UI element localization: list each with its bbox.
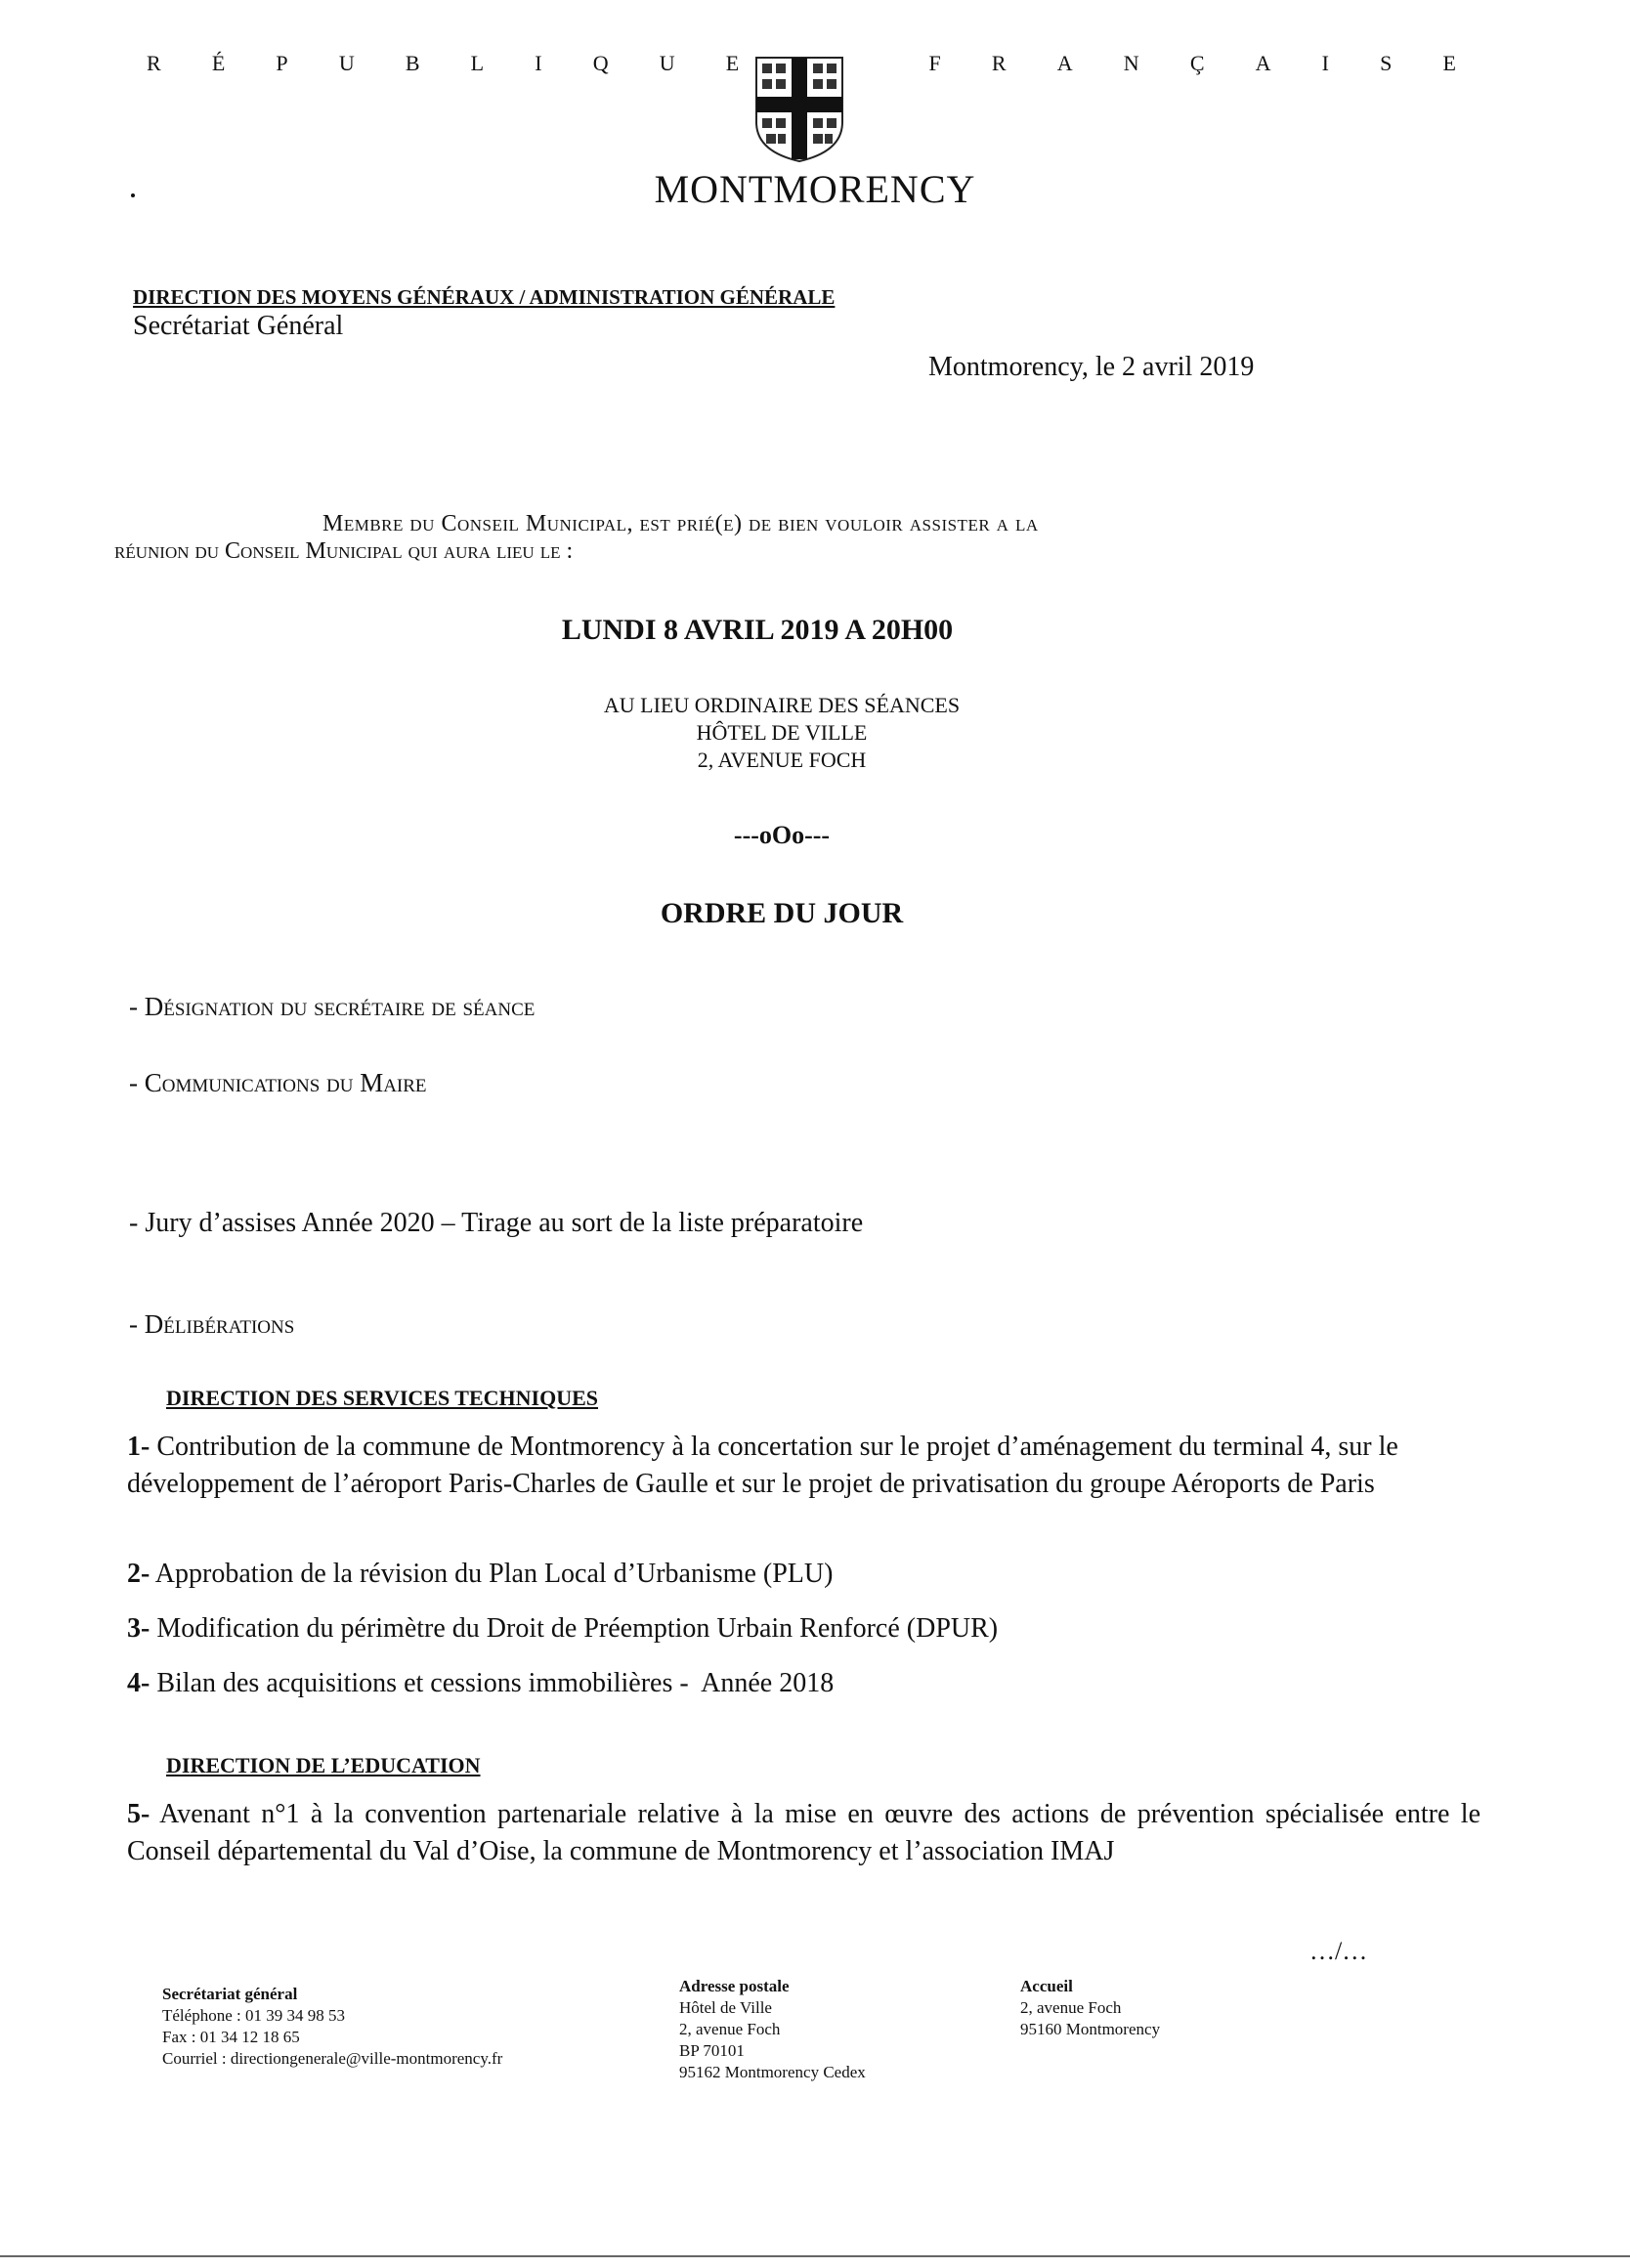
header-letter: I [535, 51, 542, 75]
agenda-item [127, 1796, 1480, 1870]
place-line: HÔTEL DE VILLE [696, 720, 868, 745]
item-number: 4- [127, 1668, 150, 1698]
item-text: Approbation de la révision du Plan Local d’Urbanisme (PLU) [154, 1559, 834, 1589]
header-letter: I [1321, 51, 1329, 75]
service-name: Secrétariat Général [133, 311, 344, 341]
item-text: Bilan des acquisitions et cessions immobilières - Année 2018 [156, 1668, 835, 1698]
place-line: AU LIEU ORDINAIRE DES SÉANCES [603, 693, 961, 717]
footer-title: Accueil [1020, 1977, 1073, 1995]
header-letter: L [470, 51, 485, 75]
header-letter: Q [592, 51, 609, 75]
footer-line: Hôtel de Ville [679, 1998, 772, 2017]
footer-line: 95162 Montmorency Cedex [679, 2063, 866, 2081]
header-letter: B [405, 51, 420, 75]
town-name: MONTMORENCY [654, 167, 976, 211]
header-letter: A [1255, 51, 1271, 75]
footer-postal [679, 1976, 866, 2083]
footer-secretariat [162, 1984, 502, 2070]
item-text: Modification du périmètre du Droit de Préemption Urbain Renforcé (DPUR) [156, 1613, 999, 1644]
footer-line: BP 70101 [679, 2041, 745, 2060]
header-letter: N [1123, 51, 1139, 75]
margin-dot [131, 193, 135, 197]
header-letter: E [725, 51, 740, 75]
header-letter: R [991, 51, 1007, 75]
footer-line: 2, avenue Foch [1020, 1998, 1122, 2017]
continued-mark: …/… [1309, 1937, 1368, 1965]
separator: ---oOo--- [733, 821, 831, 849]
agenda-jury: - Jury d’assises Année 2020 – Tirage au sort de la liste préparatoire [129, 1208, 864, 1238]
item-number: 2- [127, 1559, 150, 1589]
header-letter: F [928, 51, 941, 75]
footer-line: 2, avenue Foch [679, 2020, 781, 2038]
header-letter: U [659, 51, 675, 75]
meeting-date: LUNDI 8 AVRIL 2019 A 20H00 [561, 614, 954, 646]
header-letter: S [1380, 51, 1393, 75]
invitation-line-1: Membre du Conseil Municipal, est prié(e) de bien vouloir assister a la [322, 511, 1039, 536]
agenda-item [127, 1556, 833, 1593]
header-letter: P [276, 51, 288, 75]
header-letter: É [211, 51, 226, 75]
agenda-item [127, 1429, 1476, 1503]
header-letter: Ç [1189, 51, 1205, 75]
item-text: Avenant n°1 à la convention partenariale relative à la mise en œuvre des actions de prévention spécialisée entre le Conseil départemental du Val d’Oise, la commune de Montmorency et l’association IMAJ [127, 1799, 1480, 1866]
header-letter: U [338, 51, 355, 75]
section-title-services-techniques: DIRECTION DES SERVICES TECHNIQUES [166, 1386, 599, 1410]
item-number: 5- [127, 1799, 150, 1829]
scan-edge-line [0, 2255, 1630, 2257]
agenda-title: ORDRE DU JOUR [660, 897, 904, 929]
header-letter: E [1442, 51, 1456, 75]
town-crest-icon [752, 54, 846, 163]
footer-line: 95160 Montmorency [1020, 2020, 1161, 2038]
meeting-place [0, 692, 1564, 774]
footer-title: Secrétariat général [162, 1985, 298, 2003]
section-title-education: DIRECTION DE L’EDUCATION [166, 1753, 481, 1777]
item-text: Contribution de la commune de Montmorency à la concertation sur le projet d’aménagement du terminal 4, sur le développement de l’aéroport Paris-Charles de Gaulle et sur le projet de privatisation du groupe Aéroports de Paris [127, 1432, 1398, 1499]
agenda-item [127, 1610, 998, 1648]
item-number: 3- [127, 1613, 150, 1644]
footer-fax: Fax : 01 34 12 18 65 [162, 2028, 300, 2046]
footer-title: Adresse postale [679, 1977, 790, 1995]
agenda-designation: - Désignation du secrétaire de séance [129, 992, 536, 1021]
invitation-line-2: réunion du Conseil Municipal qui aura lieu le : [114, 538, 574, 564]
header-letter: A [1056, 51, 1073, 75]
date-line: Montmorency, le 2 avril 2019 [928, 352, 1255, 382]
footer-phone: Téléphone : 01 39 34 98 53 [162, 2006, 345, 2025]
place-line: 2, AVENUE FOCH [697, 748, 867, 772]
agenda-item [127, 1665, 834, 1702]
footer-email: Courriel : directiongenerale@ville-montmorency.fr [162, 2049, 503, 2068]
direction-heading: DIRECTION DES MOYENS GÉNÉRAUX / ADMINISTRATION GÉNÉRALE [133, 285, 836, 309]
item-number: 1- [127, 1432, 150, 1462]
agenda-deliberations: - Délibérations [129, 1309, 295, 1339]
header-letter: R [147, 51, 161, 75]
footer-accueil [1020, 1976, 1160, 2040]
agenda-communications: - Communications du Maire [129, 1068, 427, 1097]
